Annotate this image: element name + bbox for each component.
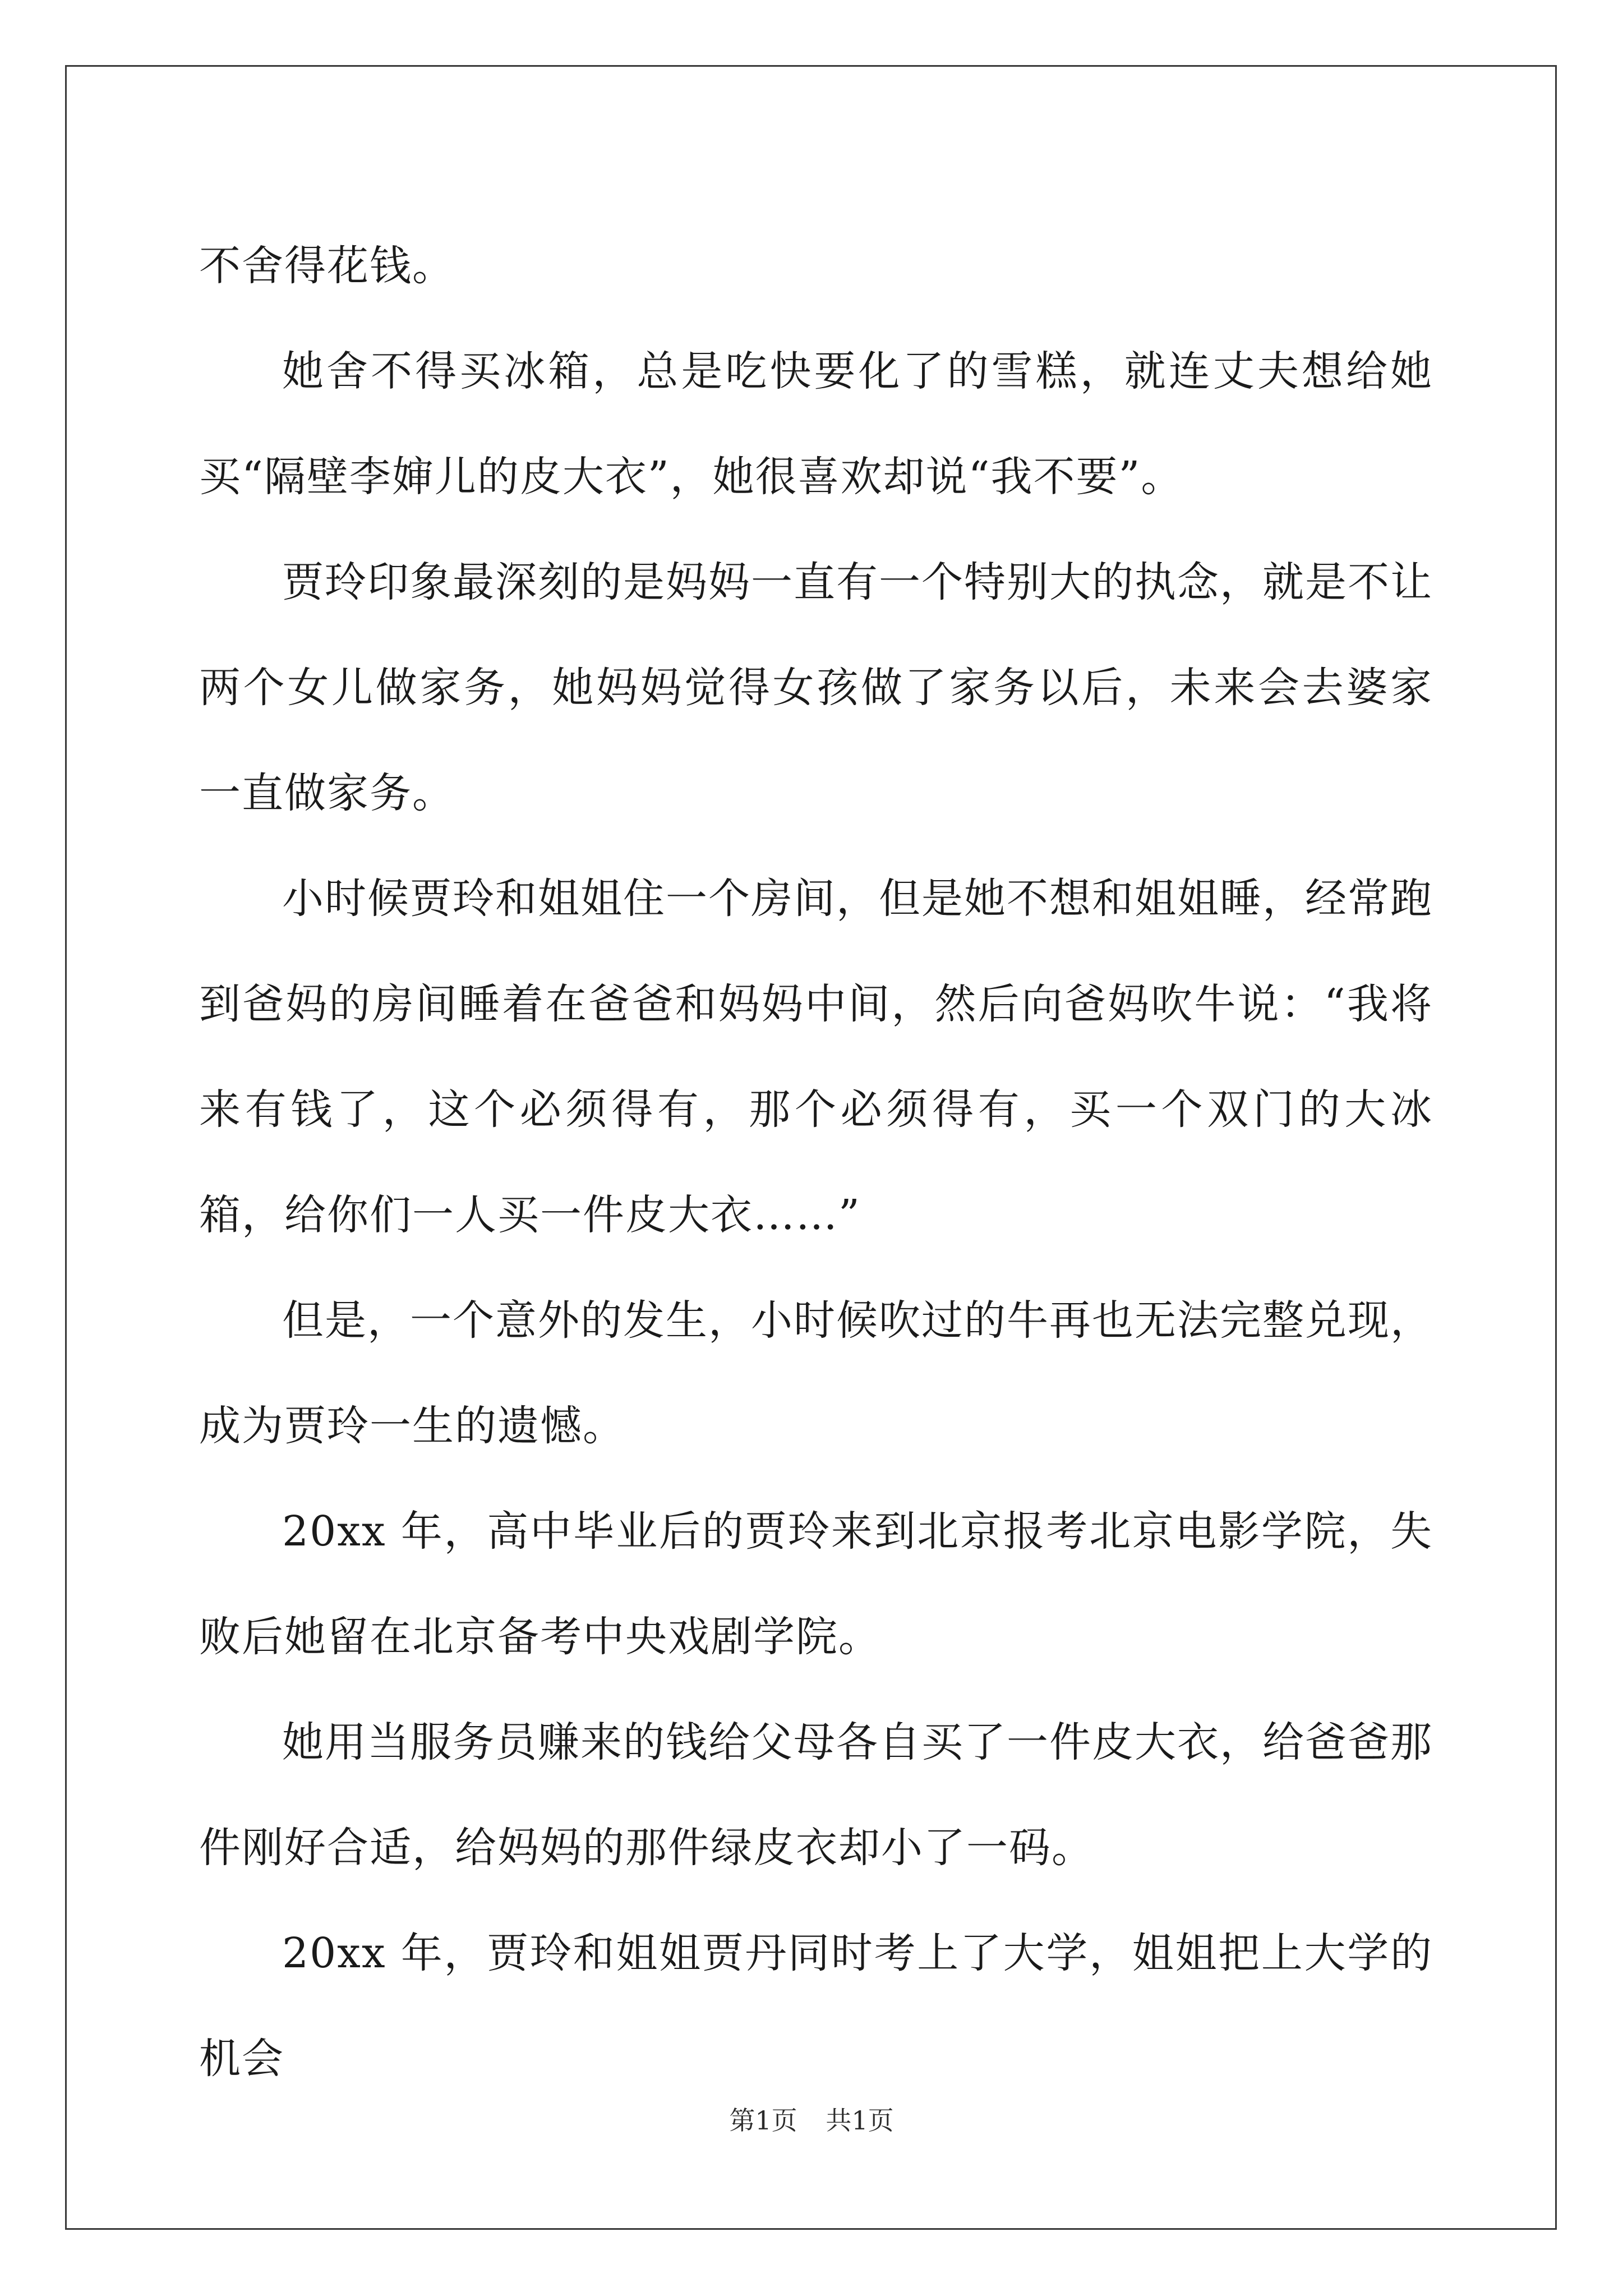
page-footer [0,2104,1623,2137]
paragraph: 但是，一个意外的发生，小时候吹过的牛再也无法完整兑现，成为贾玲一生的遗憾。 [199,1296,1433,1450]
paragraph: 小时候贾玲和姐姐住一个房间，但是她不想和姐姐睡，经常跑到爸妈的房间睡着在爸爸和妈妈中间，然后向爸妈吹牛说：“我将来有钱了，这个必须得有，那个必须得有，买一个双门的大冰箱，给你们一人买一件皮大衣……” [199,875,1433,1239]
page-total: 共1页 [826,2105,894,2136]
paragraph: 她舍不得买冰箱，总是吃快要化了的雪糕，就连丈夫想给她买“隔壁李婶儿的皮大衣”，她很喜欢却说“我不要”。 [199,347,1433,501]
page-number: 第1页 [729,2105,797,2136]
paragraph: 她用当服务员赚来的钱给父母各自买了一件皮大衣，给爸爸那件刚好合适，给妈妈的那件绿皮衣却小了一码。 [199,1718,1433,1872]
paragraph: 20xx 年，贾玲和姐姐贾丹同时考上了大学，姐姐把上大学的机会 [199,1929,1433,2083]
document-body [199,213,1433,2111]
paragraph: 贾玲印象最深刻的是妈妈一直有一个特别大的执念，就是不让两个女儿做家务，她妈妈觉得女孩做了家务以后，未来会去婆家一直做家务。 [199,558,1433,817]
paragraph: 不舍得花钱。 [199,242,455,290]
paragraph: 20xx 年，高中毕业后的贾玲来到北京报考北京电影学院，失败后她留在北京备考中央戏剧学院。 [199,1507,1433,1661]
